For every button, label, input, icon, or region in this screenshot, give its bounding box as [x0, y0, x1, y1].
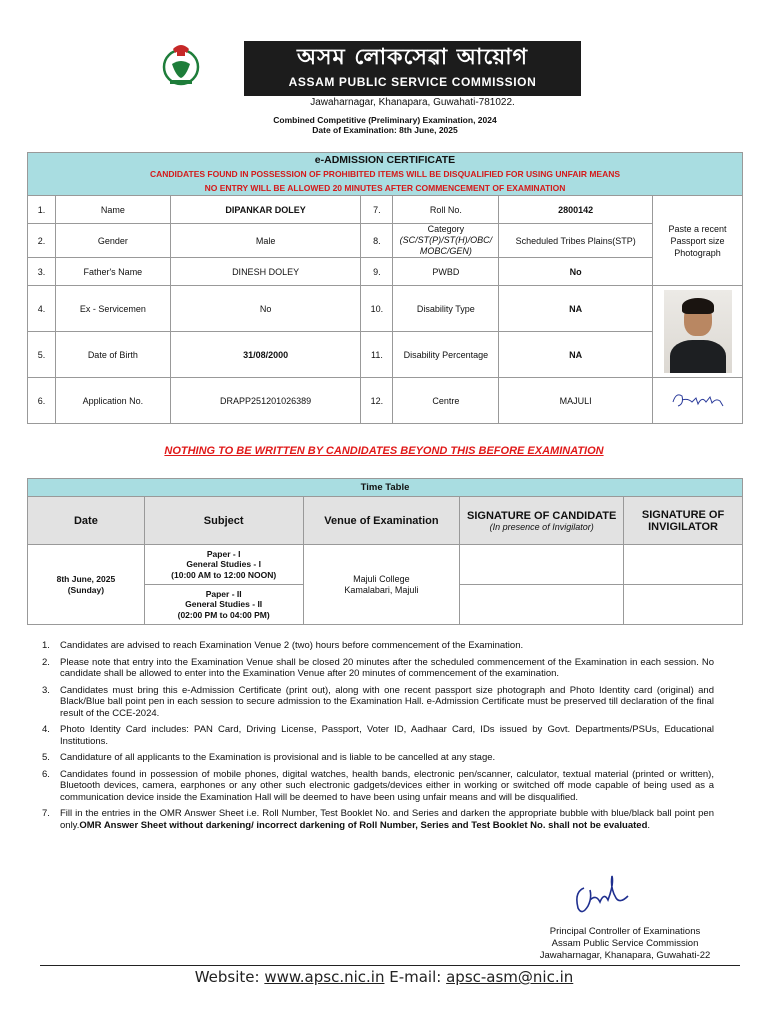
header-candidate-signature-label: SIGNATURE OF CANDIDATE — [467, 509, 617, 522]
table-row — [28, 378, 743, 424]
exam-date-value: 8th June, 2025 — [56, 574, 116, 584]
row-number: 2. — [28, 224, 56, 258]
time-table-title: Time Table — [28, 479, 743, 497]
table-row — [28, 286, 743, 332]
paper-1-cell — [144, 545, 303, 585]
field-label: Disability Percentage — [393, 332, 499, 378]
exam-date-cell — [28, 545, 145, 625]
disability-percentage-value: NA — [499, 332, 653, 378]
item-number: 3. — [42, 684, 50, 696]
ex-servicemen-value: No — [170, 286, 361, 332]
list-item — [34, 640, 714, 652]
candidate-signature-box — [460, 585, 624, 625]
controller-title: Principal Controller of Examinations — [549, 926, 701, 937]
date-of-birth-value: 31/08/2000 — [170, 332, 361, 378]
controller-block — [520, 926, 730, 962]
admission-details-table — [27, 152, 743, 424]
header-venue: Venue of Examination — [303, 497, 460, 545]
item-text: Candidature of all applicants to the Examination is provisional and is liable to be cancelled at any stage. — [60, 752, 496, 763]
controller-organization: Assam Public Service Commission — [551, 938, 699, 949]
candidate-photo — [664, 290, 732, 373]
item-number: 1. — [42, 640, 50, 651]
list-item — [34, 808, 714, 831]
header-date: Date — [28, 497, 145, 545]
field-label: Application No. — [55, 378, 170, 424]
paper-label: Paper - II — [205, 588, 242, 599]
venue-location: Kamalabari, Majuli — [344, 584, 419, 595]
venue-cell — [303, 545, 460, 625]
category-options: (SC/ST(P)/ST(H)/OBC/ MOBC/GEN) — [399, 235, 493, 256]
exam-date: Date of Examination: 8th June, 2025 — [312, 125, 458, 135]
field-label: Roll No. — [393, 196, 499, 224]
header-invigilator-signature: SIGNATURE OF INVIGILATOR — [624, 497, 743, 545]
apsc-emblem-icon — [160, 40, 202, 86]
field-label: PWBD — [393, 258, 499, 286]
item-text: Candidates must bring this e-Admission Certificate (print out), along with one recent passport size photograph and Photo Identity card (original) and Black/Blue ball point pen in each session to secure admission to the Examination Hall. e-Admission Certificate must be preserved till declaration of the final result of the CCE-2024. — [60, 684, 714, 719]
table-row — [28, 332, 743, 378]
warning-no-entry: NO ENTRY WILL BE ALLOWED 20 MINUTES AFTER COMMENCEMENT OF EXAMINATION — [204, 183, 566, 193]
list-item — [34, 769, 714, 804]
title-english: ASSAM PUBLIC SERVICE COMMISSION — [288, 75, 537, 89]
field-label: Date of Birth — [55, 332, 170, 378]
item-tail: . — [647, 819, 651, 831]
candidate-signature-box — [460, 545, 624, 585]
row-number: 11. — [361, 332, 393, 378]
paper-subject: General Studies - I — [186, 559, 261, 570]
exam-info — [200, 115, 570, 135]
row-number: 12. — [361, 378, 393, 424]
title-assamese: অসম লোকসেৱা আয়োগ — [296, 45, 529, 70]
instructions-list — [34, 640, 714, 836]
item-number: 6. — [42, 768, 50, 780]
table-row — [28, 224, 743, 258]
table-row — [28, 545, 743, 585]
item-bold-text: OMR Answer Sheet without darkening/ incorrect darkening of Roll Number, Series and Test Booklet No. shall not be evaluated — [79, 819, 648, 831]
field-label: Gender — [55, 224, 170, 258]
time-table-header-row — [28, 497, 743, 545]
exam-day-value: (Sunday) — [67, 584, 105, 595]
commission-title-block — [244, 41, 581, 96]
photo-cell — [653, 286, 743, 378]
candidate-signature-cell — [653, 378, 743, 424]
row-number: 1. — [28, 196, 56, 224]
invigilator-signature-box — [624, 585, 743, 625]
list-item — [34, 724, 714, 747]
certificate-header — [28, 153, 743, 196]
table-row — [28, 258, 743, 286]
centre-value: MAJULI — [499, 378, 653, 424]
list-item — [34, 752, 714, 764]
header — [0, 0, 768, 140]
warning-prohibited-items: CANDIDATES FOUND IN POSSESSION OF PROHIBITED ITEMS WILL BE DISQUALIFIED FOR USING UNFAIR MEANS — [149, 169, 621, 179]
item-text: Please note that entry into the Examination Venue shall be closed 20 minutes after the scheduled commencement of the Examination in each session. No candidate shall be allowed to enter into the Examination Venue after 20 minutes of commencement of the examination. — [60, 656, 714, 679]
paper-time: (10:00 AM to 12:00 NOON) — [171, 569, 277, 580]
paper-subject: General Studies - II — [185, 599, 263, 610]
photo-instruction-cell — [653, 196, 743, 286]
footer-divider — [40, 965, 740, 966]
item-text: Candidates are advised to reach Examination Venue 2 (two) hours before commencement of the Examination. — [60, 640, 524, 651]
email-label: E-mail: — [389, 968, 442, 986]
gender-value: Male — [170, 224, 361, 258]
item-number: 5. — [42, 752, 50, 763]
category-label — [393, 224, 499, 258]
field-label: Disability Type — [393, 286, 499, 332]
time-table — [27, 478, 743, 625]
disability-type-value: NA — [499, 286, 653, 332]
email-link[interactable]: apsc-asm@nic.in — [446, 968, 574, 986]
row-number: 3. — [28, 258, 56, 286]
header-subject: Subject — [144, 497, 303, 545]
list-item — [34, 685, 714, 720]
row-number: 5. — [28, 332, 56, 378]
item-number: 2. — [42, 656, 50, 668]
exam-name: Combined Competitive (Preliminary) Examination, 2024 — [273, 115, 497, 125]
no-writing-notice: NOTHING TO BE WRITTEN BY CANDIDATES BEYOND THIS BEFORE EXAMINATION — [164, 445, 604, 457]
candidate-signature — [668, 388, 728, 412]
invigilator-signature-box — [624, 545, 743, 585]
field-label: Centre — [393, 378, 499, 424]
field-label: Ex - Servicemen — [55, 286, 170, 332]
father-name-value: DINESH DOLEY — [170, 258, 361, 286]
website-link[interactable]: www.apsc.nic.in — [264, 968, 385, 986]
roll-number: 2800142 — [499, 196, 653, 224]
application-number-value: DRAPP251201026389 — [170, 378, 361, 424]
pwbd-value: No — [499, 258, 653, 286]
controller-address: Jawaharnagar, Khanapara, Guwahati-22 — [539, 950, 711, 961]
paper-2-cell — [144, 585, 303, 625]
item-text: Fill in the entries in the OMR Answer Sheet i.e. Roll Number, Test Booklet No. and Series and darken the appropriate bubble with blue/black ball point pen only. — [60, 808, 714, 831]
photo-instruction: Paste a recent Passport size Photograph — [668, 223, 727, 258]
header-candidate-signature-note: (In presence of Invigilator) — [489, 521, 594, 532]
controller-signature — [570, 870, 640, 920]
candidate-name: DIPANKAR DOLEY — [170, 196, 361, 224]
certificate-title: e-ADMISSION CERTIFICATE — [314, 154, 456, 166]
item-number: 4. — [42, 724, 50, 735]
row-number: 4. — [28, 286, 56, 332]
row-number: 7. — [361, 196, 393, 224]
item-number: 7. — [42, 808, 50, 819]
website-label: Website: — [194, 968, 260, 986]
header-candidate-signature — [460, 497, 624, 545]
paper-label: Paper - I — [206, 548, 241, 559]
row-number: 6. — [28, 378, 56, 424]
item-text: Candidates found in possession of mobile phones, digital watches, health bands, electronic pen/scanner, calculator, textual material (printed or written), Bluetooth devices, camera, earphones or any other such electronic gadgets/devices either in working or switched off mode capable of being used as a communication device inside the Examination Hall will be deemed to have been using unfair means and will be disqualified. — [60, 768, 714, 803]
table-row — [28, 196, 743, 224]
row-number: 9. — [361, 258, 393, 286]
venue-name: Majuli College — [353, 573, 410, 584]
field-label: Name — [55, 196, 170, 224]
field-label: Category — [427, 224, 465, 234]
category-value: Scheduled Tribes Plains(STP) — [499, 224, 653, 258]
field-label: Father's Name — [55, 258, 170, 286]
item-text: Photo Identity Card includes: PAN Card, Driving License, Passport, Voter ID, Aadhaar Card, IDs issued by Govt. Departments/PSUs, Educational Institutions. — [60, 724, 714, 747]
row-number: 10. — [361, 286, 393, 332]
footer — [0, 968, 768, 986]
paper-time: (02:00 PM to 04:00 PM) — [177, 609, 270, 620]
commission-address: Jawaharnagar, Khanapara, Guwahati-781022. — [310, 97, 515, 108]
list-item — [34, 657, 714, 680]
row-number: 8. — [361, 224, 393, 258]
